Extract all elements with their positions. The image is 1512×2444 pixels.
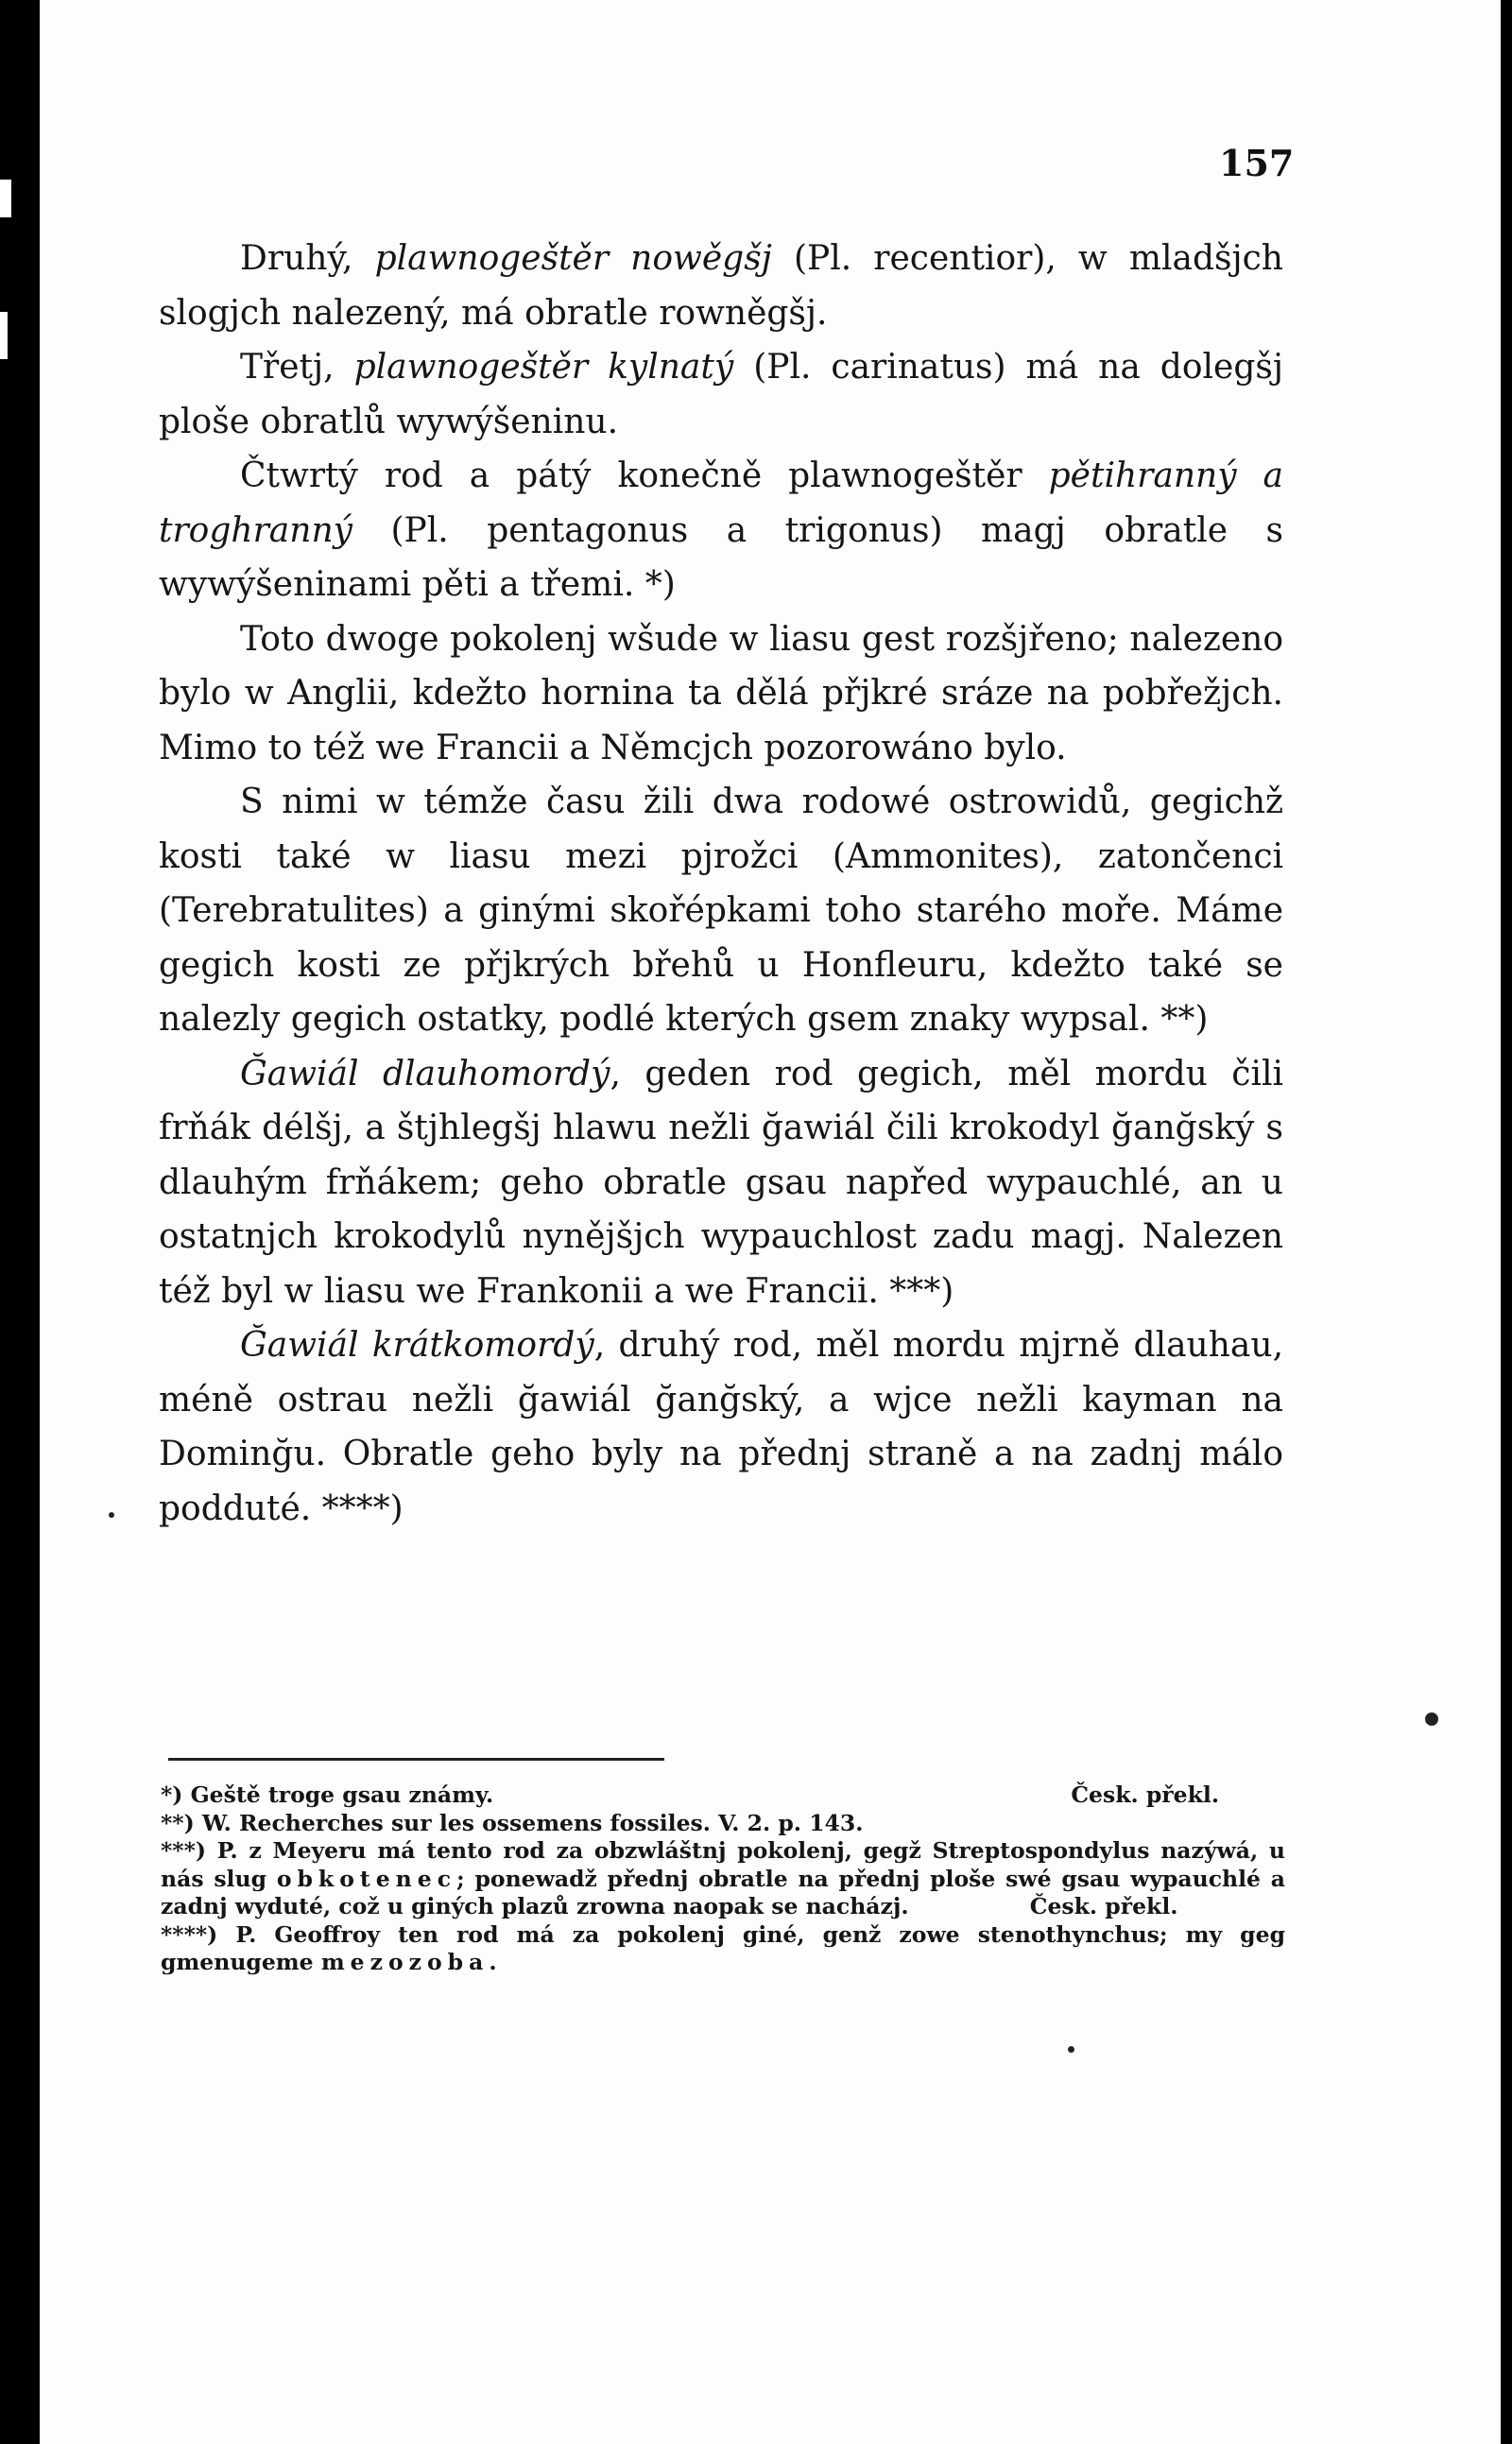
- footnote-2-text: **) W. Recherches sur les ossemens fossiles. V. 2. p. 143.: [161, 1809, 864, 1836]
- italic-term: plawnogeštěr kylnatý: [353, 348, 734, 387]
- text-run: Toto dwoge pokolenj wšude w liasu gest rozšjřeno; nalezeno bylo w Anglii, kdežto hornina ta dělá přjkré sráze na pobřežjch. Mimo to též we Francii a Němcjch pozorowáno bylo.: [159, 619, 1283, 767]
- paragraph-p1: [159, 232, 1283, 340]
- scan-left-border: [0, 0, 40, 2444]
- scan-edge-mark: [0, 312, 8, 359]
- footnote-1-signature: Česk. překl.: [1071, 1781, 1219, 1808]
- italic-term: pětihranný a troghranný: [159, 456, 1283, 550]
- text-run: Třetj,: [240, 348, 354, 387]
- footnote-1-text: *) Geště troge gsau známy.: [161, 1781, 494, 1808]
- body-text: [159, 232, 1283, 1536]
- italic-term: Ğawiál dlauhomordý: [240, 1054, 610, 1093]
- footnote-3-text-b: ; ponewadž přednj obratle na přednj ploše swé gsau wypauchlé a zadnj wyduté, což u giných plazů zrowna naopak se nacházj.: [161, 1865, 1285, 1919]
- text-run: Druhý,: [240, 239, 375, 278]
- footnote-4-term: mezozoba: [320, 1949, 490, 1975]
- text-run: (Pl. recentior), w mladšjch slogjch nalezený, má obratle rowněgšj.: [159, 239, 1283, 333]
- scan-right-border: [1501, 0, 1512, 2444]
- text-run: Čtwrtý rod a pátý konečně plawnogeštěr: [240, 456, 1049, 495]
- footnote-3-text-a: ***) P. z Meyeru má tento rod za obzwláštnj pokolenj, gegž Streptospondylus nazýwá, u nás slug: [161, 1837, 1285, 1892]
- footnote-4: [161, 1921, 1285, 1977]
- italic-term: plawnogeštěr nowěgšj: [374, 239, 772, 278]
- ink-speck: [1425, 1713, 1438, 1726]
- paragraph-p3: [159, 449, 1283, 612]
- footnote-2: [161, 1810, 1285, 1838]
- footnote-3-signature: Česk. překl.: [1029, 1893, 1178, 1919]
- text-run: , druhý rod, měl mordu mjrně dlauhau, méně ostrau nežli ğawiál ğanğský, a wjce nežli kayman na Dominğu. Obratle geho byly na přednj straně a na zadnj málo podduté. ****): [159, 1326, 1284, 1528]
- text-run: S nimi w témže času žili dwa rodowé ostrowidů, gegichž kosti také w liasu mezi pjrožci (Ammonites), zatončenci (Terebratulites) a ginými skořépkami toho starého moře. Máme gegich kosti ze přjkrých břehů u Honfleuru, kdežto také se nalezly gegich ostatky, podlé kterých gsem znaky wypsal. **): [159, 783, 1283, 1039]
- footnote-4-text-b: .: [489, 1949, 497, 1975]
- text-run: (Pl. carinatus) má na dolegšj ploše obratlů wywýšeninu.: [159, 348, 1284, 441]
- paragraph-p2: [159, 340, 1283, 449]
- paragraph-p7: [159, 1318, 1283, 1536]
- scan-edge-mark: [0, 180, 11, 217]
- footnote-4-text-a: ****) P. Geoffroy ten rod má za pokolenj giné, genž zowe stenothynchus; my geg gmenugeme: [161, 1920, 1285, 1975]
- paragraph-p6: [159, 1047, 1283, 1319]
- footnote-1: [161, 1781, 1285, 1810]
- ink-speck: [1068, 2046, 1074, 2053]
- text-run: , geden rod gegich, měl mordu čili frňák délšj, a štjhlegšj hlawu nežli ğawiál čili krokodyl ğanğský s dlauhým frňákem; geho obratle gsau napřed wypauchlé, an u ostatnjch krokodylů nynějšjch wypauchlost zadu magj. Nalezen též byl w liasu we Frankonii a we Francii. ***): [159, 1054, 1284, 1311]
- ink-speck: [109, 1512, 114, 1518]
- text-run: (Pl. pentagonus a trigonus) magj obratle s wywýšeninami pěti a třemi. *): [159, 510, 1283, 604]
- italic-term: Ğawiál krátkomordý: [240, 1326, 594, 1365]
- footnote-divider: [168, 1758, 664, 1761]
- paragraph-p5: [159, 775, 1283, 1047]
- footnote-3: [161, 1837, 1285, 1921]
- page-number: 157: [1219, 142, 1295, 184]
- footnotes: [161, 1781, 1285, 1977]
- paragraph-p4: [159, 612, 1283, 776]
- footnote-3-term: obkotenec: [276, 1865, 457, 1892]
